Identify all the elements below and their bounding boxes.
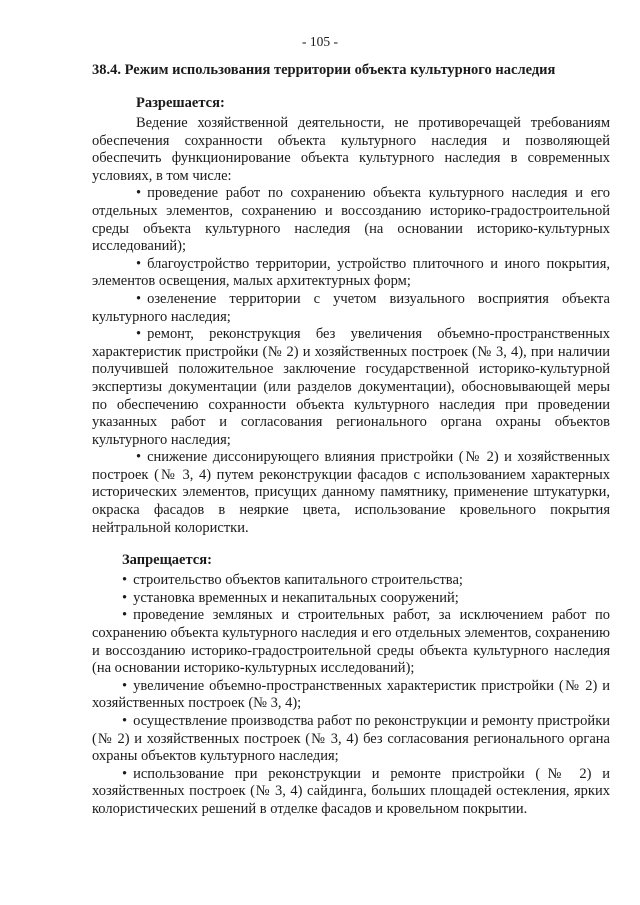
allowed-item: • благоустройство территории, устройство плиточного и иного покрытия, элементов освещения, малых архитектурных форм;	[92, 256, 610, 291]
allowed-item: • ремонт, реконструкция без увеличения объемно-пространственных характеристик пристройки (№ 2) и хозяйственных построек (№ 3, 4), при наличии получившей положительное заключение государственной историко-культурной экспертизы документации (или разделов документации), обосновывающей меры по обеспечению сохранности объекта культурного наследия при проведении указанных работ и согласования регионального органа охраны объектов культурного наследия;	[92, 326, 610, 449]
allowed-item: • озеленение территории с учетом визуального восприятия объекта культурного наследия;	[92, 291, 610, 326]
prohibited-item: • строительство объектов капитального строительства;	[92, 572, 610, 590]
document-body	[92, 94, 610, 819]
allowed-item: • проведение работ по сохранению объекта культурного наследия и его отдельных элементов, сохранению и воссозданию историко-градостроительной среды объекта культурного наследия (на основании историко-культурных исследований);	[92, 185, 610, 255]
section-spacer	[92, 537, 610, 551]
prohibited-item: • увеличение объемно-пространственных характеристик пристройки (№ 2) и хозяйственных построек (№ 3, 4);	[92, 678, 610, 713]
section-heading: 38.4. Режим использования территории объекта культурного наследия	[92, 62, 556, 78]
prohibited-item: • установка временных и некапитальных сооружений;	[92, 590, 610, 608]
prohibited-title: Запрещается:	[122, 552, 212, 569]
allowed-intro: Ведение хозяйственной деятельности, не противоречащей требованиям обеспечения сохранности объекта культурного наследия и позволяющей обеспечить функционирование объекта культурного наследия в современных условиях, в том числе:	[92, 115, 610, 184]
allowed-section	[92, 94, 610, 537]
prohibited-section	[92, 551, 610, 818]
prohibited-item: • проведение земляных и строительных работ, за исключением работ по сохранению объекта культурного наследия и его отдельных элементов, сохранению и воссозданию историко-градостроительной среды объекта культурного наследия (на основании историко-культурных исследований);	[92, 607, 610, 677]
prohibited-item: • осуществление производства работ по реконструкции и ремонту пристройки (№ 2) и хозяйственных построек (№ 3, 4) без согласования регионального органа охраны объектов культурного наследия;	[92, 713, 610, 766]
page-number: - 105 -	[302, 34, 338, 49]
prohibited-item: • использование при реконструкции и ремонте пристройки (№ 2) и хозяйственных построек (№ 3, 4) сайдинга, больших площадей остекления, ярких колористических решений в отделке фасадов и кровельном покрытии.	[92, 766, 610, 819]
allowed-title: Разрешается:	[136, 95, 225, 111]
allowed-item: • снижение диссонирующего влияния пристройки (№ 2) и хозяйственных построек (№ 3, 4) путем реконструкции фасадов с использованием характерных исторических элементов, присущих данному памятнику, применение штукатурки, окраска фасадов в неяркие цвета, использование кровельного покрытия нейтральной колористки.	[92, 449, 610, 537]
